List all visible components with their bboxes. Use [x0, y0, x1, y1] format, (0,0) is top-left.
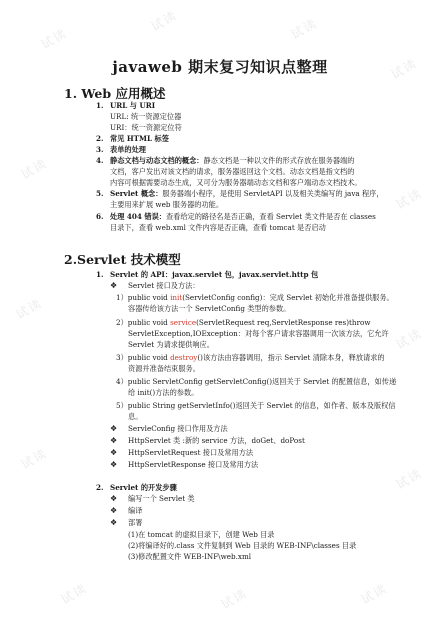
- bullet-text: Servlet 接口及方法：: [128, 281, 200, 290]
- watermark: 试读: [13, 295, 45, 322]
- item-label: URL 与 URI: [110, 101, 156, 110]
- watermark: 试读: [288, 15, 320, 42]
- watermark: 试读: [38, 25, 70, 52]
- method-line: [116, 293, 394, 303]
- item-label: 处理 404 错误：: [110, 212, 166, 221]
- item-label: 表单的处理: [110, 145, 146, 154]
- item-label: Servlet 概念：: [110, 189, 163, 198]
- item-number: 2.: [96, 134, 104, 143]
- bullet-text: ServleConfig 接口作用及方法: [128, 424, 228, 433]
- method-name: service: [170, 318, 197, 327]
- item-number: 1.: [96, 270, 104, 279]
- method-line: 4）public ServletConfig getServletConfig()返回关于 Servlet 的配置信息，如传递: [116, 377, 397, 386]
- diamond-bullet-icon: ❖: [110, 518, 118, 527]
- method-text: ()该方法由容器调用，指示 Servlet 清除本身，释放请求的: [197, 353, 385, 362]
- method-line: 资源并准备结束服务。: [128, 364, 200, 373]
- item-label: Servlet 的开发步骤: [110, 483, 177, 492]
- item-text: 文档，客户发出对该文档的请求，服务器返回这个文档。动态文档是指文档的: [110, 167, 355, 176]
- method-text: 1）public void: [116, 293, 171, 302]
- method-line: 5）public String getServletInfo()返回关于 Servlet 的信息，如作者、版本及版权信: [116, 401, 396, 410]
- item-text-run: 服务器端小程序，是使用 ServletAPI 以及相关类编写的 java 程序，: [162, 189, 384, 198]
- method-text: 2）public void: [116, 318, 171, 327]
- item-text: [110, 156, 354, 166]
- method-line: 给 init()方法的参数。: [128, 388, 199, 397]
- method-name: init: [170, 293, 183, 302]
- method-line: [116, 353, 385, 363]
- watermark: 试读: [393, 465, 425, 492]
- step-line: (2)将编译好的.class 文件复制到 Web 目录的 WEB-INF\classes 目录: [128, 541, 357, 550]
- item-number: 3.: [96, 145, 104, 154]
- item-text: 主要用来扩展 web 服务器的功能。: [110, 200, 224, 209]
- watermark: 试读: [148, 7, 180, 34]
- step-line: (3)修改配置文件 WEB-INF\web.xml: [128, 552, 252, 561]
- item-text-run: 查看给定的路径名是否正确，查看 Servlet 类文件是否在 classes: [165, 212, 376, 221]
- diamond-bullet-icon: ❖: [110, 436, 118, 445]
- method-text: 3）public void: [116, 353, 171, 362]
- diamond-bullet-icon: ❖: [110, 424, 118, 433]
- document-title: javaweb 期末复习知识点整理: [112, 58, 328, 76]
- diamond-bullet-icon: ❖: [110, 506, 118, 515]
- watermark: 试读: [18, 445, 50, 472]
- diamond-bullet-icon: ❖: [110, 494, 118, 503]
- item-text: 目录下，查看 web.xml 文件内容是否正确，查看 tomcat 是否启动: [110, 223, 326, 232]
- method-line: Servlet 为请求提供响应。: [128, 340, 214, 349]
- method-text: (ServletConfig config)：完成 Servlet 初始化并准备提供服务。: [182, 293, 394, 302]
- bullet-text: HttpServlet 类 :新的 service 方法，doGet、doPost: [128, 436, 305, 445]
- item-number: 1.: [96, 101, 104, 110]
- watermark: 试读: [18, 155, 50, 182]
- item-label: 静态文档与动态文档的概念：: [110, 156, 204, 165]
- item-number: 4.: [96, 156, 104, 165]
- watermark: 试读: [218, 585, 250, 612]
- method-line: [116, 318, 370, 328]
- diamond-bullet-icon: ❖: [110, 281, 118, 290]
- method-line: ServletException,IOException：对每个客户请求容器调用一次该方法，它允许: [128, 329, 389, 338]
- watermark: 试读: [388, 55, 420, 82]
- section-2-heading: 2.Servlet 技术模型: [64, 252, 181, 267]
- bullet-text: HttpServletRequest 接口及常用方法: [128, 448, 254, 457]
- watermark: 试读: [358, 580, 390, 607]
- item-label: Servlet 的 API：javax.servlet 包，javax.servlet.http 包: [110, 270, 319, 279]
- item-text: 内容可根据需要动态生成，又可分为服务器端动态文档和客户端动态文档技术。: [110, 178, 362, 187]
- item-text-run: 静态文档是一种以文件的形式存放在服务器端的: [203, 156, 355, 165]
- bullet-text: 编写一个 Servlet 类: [128, 494, 195, 503]
- diamond-bullet-icon: ❖: [110, 448, 118, 457]
- item-label: 常见 HTML 标签: [110, 134, 169, 143]
- method-name: destroy: [170, 353, 198, 362]
- method-text: (ServletRequest req,ServletResponse res)throw: [196, 318, 371, 327]
- bullet-text: HttpServletResponse 接口及常用方法: [128, 460, 259, 469]
- item-text: URL: 统一资源定位器: [110, 112, 182, 121]
- method-line: 容器传给该方法一个 ServletConfig 类型的参数。: [128, 304, 291, 313]
- method-line: 息。: [128, 412, 143, 421]
- item-number: 6.: [96, 212, 104, 221]
- section-1-heading: 1. Web 应用概述: [64, 86, 166, 101]
- bullet-text: 部署: [128, 518, 143, 527]
- item-number: 2.: [96, 483, 104, 492]
- step-line: (1)在 tomcat 的虚拟目录下，创建 Web 目录: [128, 530, 275, 539]
- item-text: [110, 189, 384, 199]
- item-number: 5.: [96, 189, 104, 198]
- item-text: URI：统一资源定位符: [110, 123, 182, 132]
- diamond-bullet-icon: ❖: [110, 460, 118, 469]
- watermark: 试读: [393, 325, 425, 352]
- item-text: [110, 212, 376, 222]
- bullet-text: 编译: [128, 506, 143, 515]
- watermark: 试读: [393, 185, 425, 212]
- watermark: 试读: [58, 580, 90, 607]
